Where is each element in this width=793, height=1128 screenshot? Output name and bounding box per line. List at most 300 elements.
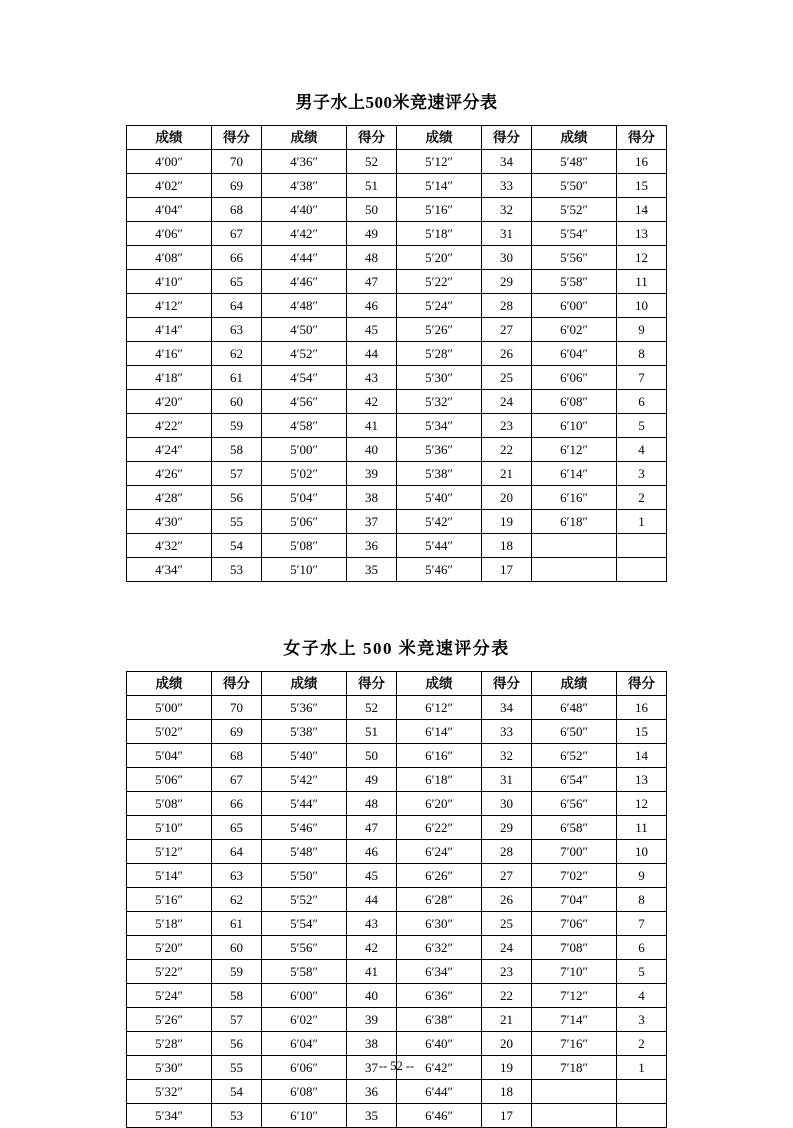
time-cell: 6′00″: [262, 984, 347, 1008]
score-cell: 12: [617, 792, 667, 816]
score-cell: 2: [617, 1032, 667, 1056]
time-cell: 5′16″: [127, 888, 212, 912]
score-cell: 7: [617, 912, 667, 936]
score-cell: 16: [617, 696, 667, 720]
score-cell: 38: [347, 1032, 397, 1056]
time-cell: 5′28″: [397, 342, 482, 366]
page-number: -- 52 --: [378, 1059, 415, 1073]
page-title-female: 女子水上 500 米竞速评分表: [283, 639, 510, 658]
time-cell: 6′06″: [532, 366, 617, 390]
score-cell: 13: [617, 222, 667, 246]
time-cell: 5′44″: [262, 792, 347, 816]
score-cell: 64: [212, 294, 262, 318]
column-header: 得分: [482, 126, 532, 150]
table-row: [127, 840, 667, 864]
time-cell: 5′24″: [397, 294, 482, 318]
time-cell: 5′56″: [532, 246, 617, 270]
score-cell: 56: [212, 1032, 262, 1056]
score-cell: 9: [617, 318, 667, 342]
score-cell: 57: [212, 1008, 262, 1032]
score-cell: 37: [347, 1056, 397, 1080]
score-cell: 50: [347, 198, 397, 222]
time-cell: 4′54″: [262, 366, 347, 390]
table-row: [127, 510, 667, 534]
time-cell: 5′46″: [397, 558, 482, 582]
score-cell: 22: [482, 984, 532, 1008]
score-cell: 32: [482, 198, 532, 222]
time-cell: 5′22″: [127, 960, 212, 984]
time-cell: 5′28″: [127, 1032, 212, 1056]
score-cell: 44: [347, 888, 397, 912]
score-cell: 57: [212, 462, 262, 486]
time-cell: 6′14″: [397, 720, 482, 744]
time-cell: 4′30″: [127, 510, 212, 534]
score-cell: 15: [617, 174, 667, 198]
time-cell: 7′04″: [532, 888, 617, 912]
time-cell: 5′38″: [262, 720, 347, 744]
time-cell: 5′02″: [262, 462, 347, 486]
score-cell: 13: [617, 768, 667, 792]
score-cell: 17: [482, 1104, 532, 1128]
table-row: [127, 246, 667, 270]
time-cell: 6′50″: [532, 720, 617, 744]
empty-cell: [617, 558, 667, 582]
empty-cell: [617, 1104, 667, 1128]
time-cell: 4′08″: [127, 246, 212, 270]
time-cell: 6′32″: [397, 936, 482, 960]
score-cell: 52: [347, 696, 397, 720]
score-cell: 44: [347, 342, 397, 366]
time-cell: 6′20″: [397, 792, 482, 816]
time-cell: 5′42″: [262, 768, 347, 792]
column-header: 成绩: [532, 126, 617, 150]
score-cell: 63: [212, 318, 262, 342]
time-cell: 5′00″: [127, 696, 212, 720]
score-cell: 67: [212, 222, 262, 246]
time-cell: 5′06″: [127, 768, 212, 792]
time-cell: 4′20″: [127, 390, 212, 414]
score-cell: 65: [212, 816, 262, 840]
table-row: [127, 270, 667, 294]
column-header: 成绩: [397, 126, 482, 150]
score-cell: 19: [482, 1056, 532, 1080]
score-cell: 29: [482, 270, 532, 294]
score-cell: 60: [212, 390, 262, 414]
score-table-male: [126, 125, 667, 582]
score-cell: 24: [482, 390, 532, 414]
time-cell: 5′38″: [397, 462, 482, 486]
score-cell: 4: [617, 438, 667, 462]
time-cell: 6′12″: [532, 438, 617, 462]
column-header: 得分: [482, 672, 532, 696]
time-cell: 6′34″: [397, 960, 482, 984]
time-cell: 4′52″: [262, 342, 347, 366]
time-cell: 6′44″: [397, 1080, 482, 1104]
score-cell: 6: [617, 936, 667, 960]
time-cell: 5′42″: [397, 510, 482, 534]
table-row: [127, 1032, 667, 1056]
score-cell: 47: [347, 816, 397, 840]
score-cell: 26: [482, 342, 532, 366]
time-cell: 6′16″: [397, 744, 482, 768]
score-cell: 30: [482, 246, 532, 270]
score-cell: 27: [482, 864, 532, 888]
time-cell: 4′14″: [127, 318, 212, 342]
score-cell: 6: [617, 390, 667, 414]
time-cell: 5′20″: [127, 936, 212, 960]
time-cell: 4′10″: [127, 270, 212, 294]
time-cell: 5′10″: [127, 816, 212, 840]
score-cell: 42: [347, 390, 397, 414]
score-cell: 67: [212, 768, 262, 792]
time-cell: 5′36″: [262, 696, 347, 720]
time-cell: 5′08″: [262, 534, 347, 558]
table-row: [127, 222, 667, 246]
time-cell: 6′24″: [397, 840, 482, 864]
time-cell: 5′04″: [262, 486, 347, 510]
table-row: [127, 150, 667, 174]
score-cell: 21: [482, 1008, 532, 1032]
score-cell: 25: [482, 912, 532, 936]
time-cell: 6′08″: [262, 1080, 347, 1104]
time-cell: 5′08″: [127, 792, 212, 816]
table-row: [127, 342, 667, 366]
time-cell: 4′24″: [127, 438, 212, 462]
time-cell: 5′48″: [532, 150, 617, 174]
time-cell: 6′02″: [262, 1008, 347, 1032]
empty-cell: [617, 1080, 667, 1104]
time-cell: 5′52″: [262, 888, 347, 912]
table-row: [127, 1104, 667, 1128]
time-cell: 4′44″: [262, 246, 347, 270]
score-cell: 4: [617, 984, 667, 1008]
time-cell: 6′10″: [532, 414, 617, 438]
score-cell: 31: [482, 222, 532, 246]
score-cell: 11: [617, 816, 667, 840]
score-cell: 1: [617, 1056, 667, 1080]
score-cell: 31: [482, 768, 532, 792]
time-cell: 5′14″: [397, 174, 482, 198]
table-row: [127, 816, 667, 840]
score-cell: 64: [212, 840, 262, 864]
score-cell: 68: [212, 198, 262, 222]
score-cell: 69: [212, 720, 262, 744]
column-header: 成绩: [262, 126, 347, 150]
table-row: [127, 318, 667, 342]
table-row: [127, 366, 667, 390]
time-cell: 6′18″: [532, 510, 617, 534]
score-cell: 36: [347, 534, 397, 558]
score-cell: 68: [212, 744, 262, 768]
time-cell: 5′34″: [127, 1104, 212, 1128]
score-cell: 69: [212, 174, 262, 198]
time-cell: 5′04″: [127, 744, 212, 768]
score-cell: 8: [617, 888, 667, 912]
score-cell: 11: [617, 270, 667, 294]
score-cell: 58: [212, 984, 262, 1008]
score-cell: 38: [347, 486, 397, 510]
time-cell: 4′12″: [127, 294, 212, 318]
table-header-row: [127, 672, 667, 696]
score-cell: 36: [347, 1080, 397, 1104]
score-cell: 48: [347, 792, 397, 816]
score-cell: 14: [617, 198, 667, 222]
score-cell: 28: [482, 840, 532, 864]
score-cell: 9: [617, 864, 667, 888]
time-cell: 4′26″: [127, 462, 212, 486]
column-header: 得分: [347, 126, 397, 150]
time-cell: 5′36″: [397, 438, 482, 462]
score-cell: 70: [212, 696, 262, 720]
time-cell: 5′18″: [397, 222, 482, 246]
column-header: 得分: [212, 126, 262, 150]
score-cell: 42: [347, 936, 397, 960]
score-cell: 29: [482, 816, 532, 840]
score-table-section-female: [0, 582, 793, 1128]
column-header: 得分: [617, 126, 667, 150]
time-cell: 6′36″: [397, 984, 482, 1008]
column-header: 成绩: [127, 126, 212, 150]
column-header: 成绩: [262, 672, 347, 696]
score-cell: 39: [347, 1008, 397, 1032]
time-cell: 4′50″: [262, 318, 347, 342]
table-row: [127, 984, 667, 1008]
score-cell: 61: [212, 912, 262, 936]
time-cell: 6′54″: [532, 768, 617, 792]
time-cell: 5′14″: [127, 864, 212, 888]
time-cell: 6′02″: [532, 318, 617, 342]
score-cell: 54: [212, 534, 262, 558]
time-cell: 5′32″: [127, 1080, 212, 1104]
time-cell: 4′04″: [127, 198, 212, 222]
table-row: [127, 438, 667, 462]
time-cell: 5′40″: [262, 744, 347, 768]
time-cell: 4′42″: [262, 222, 347, 246]
score-cell: 21: [482, 462, 532, 486]
score-cell: 16: [617, 150, 667, 174]
score-cell: 19: [482, 510, 532, 534]
score-cell: 18: [482, 1080, 532, 1104]
time-cell: 6′56″: [532, 792, 617, 816]
time-cell: 5′02″: [127, 720, 212, 744]
column-header: 成绩: [397, 672, 482, 696]
table-row: [127, 414, 667, 438]
table-row: [127, 462, 667, 486]
time-cell: 5′44″: [397, 534, 482, 558]
time-cell: 5′58″: [262, 960, 347, 984]
time-cell: 6′46″: [397, 1104, 482, 1128]
time-cell: 6′10″: [262, 1104, 347, 1128]
time-cell: 5′30″: [397, 366, 482, 390]
table-row: [127, 558, 667, 582]
page-title-male: 男子水上500米竞速评分表: [295, 93, 498, 112]
score-cell: 43: [347, 366, 397, 390]
time-cell: 6′40″: [397, 1032, 482, 1056]
time-cell: 4′38″: [262, 174, 347, 198]
table-row: [127, 936, 667, 960]
score-cell: 35: [347, 558, 397, 582]
time-cell: 4′40″: [262, 198, 347, 222]
time-cell: 7′12″: [532, 984, 617, 1008]
time-cell: 4′58″: [262, 414, 347, 438]
time-cell: 5′30″: [127, 1056, 212, 1080]
time-cell: 5′12″: [127, 840, 212, 864]
time-cell: 4′22″: [127, 414, 212, 438]
score-cell: 23: [482, 414, 532, 438]
score-cell: 66: [212, 792, 262, 816]
empty-cell: [532, 1080, 617, 1104]
column-header: 得分: [347, 672, 397, 696]
time-cell: 5′48″: [262, 840, 347, 864]
score-cell: 40: [347, 438, 397, 462]
time-cell: 5′32″: [397, 390, 482, 414]
score-cell: 30: [482, 792, 532, 816]
score-cell: 66: [212, 246, 262, 270]
score-cell: 49: [347, 222, 397, 246]
table-row: [127, 960, 667, 984]
score-cell: 10: [617, 840, 667, 864]
score-cell: 45: [347, 864, 397, 888]
column-header: 成绩: [532, 672, 617, 696]
time-cell: 4′48″: [262, 294, 347, 318]
time-cell: 5′24″: [127, 984, 212, 1008]
time-cell: 6′52″: [532, 744, 617, 768]
table-row: [127, 744, 667, 768]
table-row: [127, 792, 667, 816]
table-row: [127, 294, 667, 318]
score-cell: 1: [617, 510, 667, 534]
score-cell: 41: [347, 960, 397, 984]
time-cell: 5′52″: [532, 198, 617, 222]
time-cell: 6′48″: [532, 696, 617, 720]
table-row: [127, 1008, 667, 1032]
score-cell: 15: [617, 720, 667, 744]
time-cell: 5′40″: [397, 486, 482, 510]
column-header: 得分: [212, 672, 262, 696]
score-cell: 43: [347, 912, 397, 936]
time-cell: 4′00″: [127, 150, 212, 174]
time-cell: 7′08″: [532, 936, 617, 960]
table-row: [127, 534, 667, 558]
time-cell: 5′10″: [262, 558, 347, 582]
score-cell: 40: [347, 984, 397, 1008]
score-cell: 34: [482, 696, 532, 720]
time-cell: 6′58″: [532, 816, 617, 840]
time-cell: 4′34″: [127, 558, 212, 582]
score-cell: 2: [617, 486, 667, 510]
time-cell: 5′26″: [127, 1008, 212, 1032]
score-cell: 46: [347, 294, 397, 318]
time-cell: 7′14″: [532, 1008, 617, 1032]
score-cell: 56: [212, 486, 262, 510]
time-cell: 7′10″: [532, 960, 617, 984]
score-cell: 8: [617, 342, 667, 366]
time-cell: 6′14″: [532, 462, 617, 486]
time-cell: 6′30″: [397, 912, 482, 936]
score-cell: 34: [482, 150, 532, 174]
table-row: [127, 888, 667, 912]
score-cell: 50: [347, 744, 397, 768]
time-cell: 5′46″: [262, 816, 347, 840]
score-cell: 47: [347, 270, 397, 294]
score-cell: 51: [347, 174, 397, 198]
time-cell: 7′18″: [532, 1056, 617, 1080]
score-cell: 33: [482, 174, 532, 198]
time-cell: 4′28″: [127, 486, 212, 510]
score-cell: 5: [617, 414, 667, 438]
table-row: [127, 174, 667, 198]
time-cell: 4′32″: [127, 534, 212, 558]
score-cell: 58: [212, 438, 262, 462]
table-row: [127, 720, 667, 744]
time-cell: 7′06″: [532, 912, 617, 936]
score-cell: 53: [212, 558, 262, 582]
score-cell: 39: [347, 462, 397, 486]
score-cell: 26: [482, 888, 532, 912]
time-cell: 6′38″: [397, 1008, 482, 1032]
time-cell: 5′20″: [397, 246, 482, 270]
empty-cell: [532, 534, 617, 558]
score-cell: 10: [617, 294, 667, 318]
score-cell: 55: [212, 510, 262, 534]
score-cell: 59: [212, 414, 262, 438]
time-cell: 5′00″: [262, 438, 347, 462]
score-cell: 27: [482, 318, 532, 342]
table-row: [127, 198, 667, 222]
time-cell: 6′26″: [397, 864, 482, 888]
time-cell: 4′02″: [127, 174, 212, 198]
time-cell: 5′50″: [262, 864, 347, 888]
time-cell: 6′22″: [397, 816, 482, 840]
score-cell: 25: [482, 366, 532, 390]
time-cell: 6′06″: [262, 1056, 347, 1080]
time-cell: 4′16″: [127, 342, 212, 366]
score-cell: 32: [482, 744, 532, 768]
score-cell: 37: [347, 510, 397, 534]
empty-cell: [532, 558, 617, 582]
score-cell: 53: [212, 1104, 262, 1128]
score-cell: 20: [482, 1032, 532, 1056]
time-cell: 6′00″: [532, 294, 617, 318]
table-header-row: [127, 126, 667, 150]
score-cell: 59: [212, 960, 262, 984]
empty-cell: [617, 534, 667, 558]
score-cell: 65: [212, 270, 262, 294]
score-cell: 41: [347, 414, 397, 438]
score-cell: 35: [347, 1104, 397, 1128]
time-cell: 5′58″: [532, 270, 617, 294]
time-cell: 5′16″: [397, 198, 482, 222]
time-cell: 6′28″: [397, 888, 482, 912]
table-row: [127, 768, 667, 792]
time-cell: 4′06″: [127, 222, 212, 246]
table-body-male: [127, 150, 667, 582]
time-cell: 6′08″: [532, 390, 617, 414]
time-cell: 4′18″: [127, 366, 212, 390]
time-cell: 5′18″: [127, 912, 212, 936]
score-cell: 63: [212, 864, 262, 888]
score-cell: 12: [617, 246, 667, 270]
time-cell: 5′56″: [262, 936, 347, 960]
time-cell: 6′18″: [397, 768, 482, 792]
time-cell: 5′12″: [397, 150, 482, 174]
score-cell: 33: [482, 720, 532, 744]
time-cell: 6′42″: [397, 1056, 482, 1080]
score-cell: 3: [617, 1008, 667, 1032]
score-cell: 54: [212, 1080, 262, 1104]
time-cell: 5′54″: [262, 912, 347, 936]
time-cell: 5′34″: [397, 414, 482, 438]
